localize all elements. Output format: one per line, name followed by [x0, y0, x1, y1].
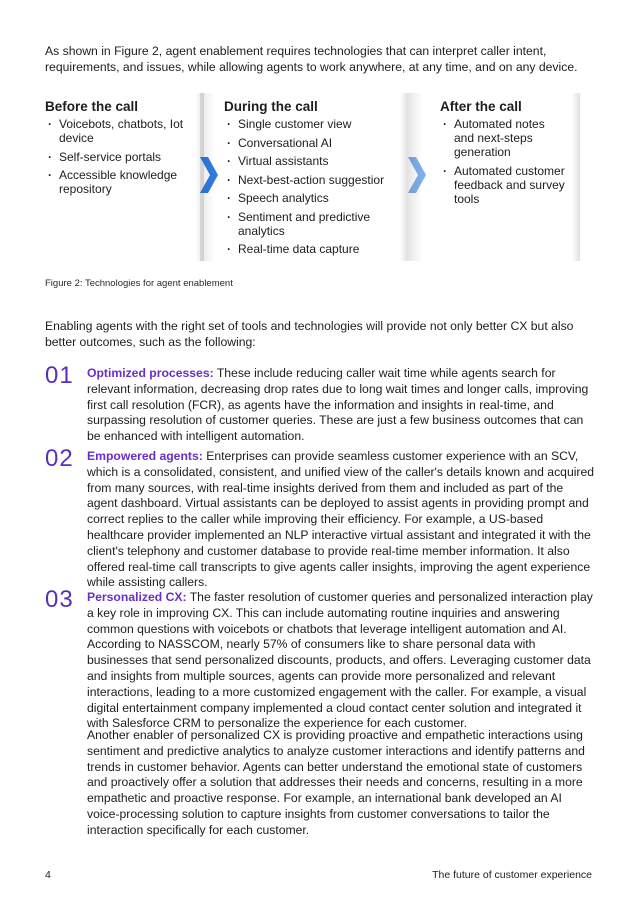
- column-before-call: [40, 93, 200, 261]
- column-divider: [200, 93, 214, 261]
- outcome-number: 03: [45, 586, 74, 613]
- page-number: 4: [45, 869, 51, 881]
- column-divider: [572, 93, 580, 261]
- outcome-label: Optimized processes:: [87, 366, 214, 380]
- column-divider: [408, 93, 422, 261]
- figure-caption: Figure 2: Technologies for agent enablement: [45, 278, 233, 289]
- list-item: · Self-service portals: [45, 150, 200, 164]
- column-during-call: [200, 93, 408, 261]
- outcome-label: Empowered agents:: [87, 449, 203, 463]
- outcome-body: [87, 449, 595, 591]
- column-after-call: [408, 93, 580, 261]
- outcome-text: These include reducing caller wait time while agents search for relevant information, decreasing drop rates due to long wait times and longer calls, improving first call resolution (FCR), as agents have the information and insights in real-time, and surpassing resolution of customer queries. These are just a few business outcomes that can be enhanced with intelligent automation.: [87, 366, 589, 444]
- figure-technologies: [40, 93, 600, 261]
- list-item: · Voicebots, chatbots, Iot device: [45, 117, 200, 145]
- list-item: · Speech analytics: [224, 191, 408, 205]
- outcome-number: 02: [45, 445, 74, 472]
- list-item: · Virtual assistants: [224, 154, 408, 168]
- list-item: · Conversational AI: [224, 136, 408, 150]
- column-title: During the call: [224, 99, 318, 114]
- list-item: · Automated customer feedback and survey tools: [440, 164, 565, 206]
- outcome-body: [87, 590, 595, 732]
- list-item: · Sentiment and predictive analytics: [224, 210, 388, 238]
- outcome-text: The faster resolution of customer queries and personalized interaction play a key role in improving CX. This can include automating routine inquiries and answering common questions with voicebots or chatbots that leverage intelligent automation and AI. According to NASSCOM, nearly 57% of consumers like to share personal data with businesses that send personalized discounts, products, and offers. Leveraging customer data and insights from multiple sources, agents can provide more personalized and relevant interactions, leading to a more customized engagement with the caller. For example, a visual digital entertainment company implemented a cloud contact center solution and integrated it with Salesforce CRM to personalize the experience for each customer.: [87, 590, 593, 731]
- outcome-body: [87, 366, 595, 445]
- list-item: · Accessible knowledge repository: [45, 168, 200, 196]
- outcome-number: 01: [45, 362, 74, 389]
- list-item: · Next-best-action suggestior: [224, 173, 398, 187]
- column-title: Before the call: [45, 99, 139, 114]
- list-item: · Automated notes and next-steps generation: [440, 117, 565, 159]
- footer-title: The future of customer experience: [432, 869, 592, 881]
- closing-paragraph: Another enabler of personalized CX is providing proactive and empathetic interactions using sentiment and predictive analytics to analyze customer interactions and identify patterns and trends in customer behavior. Agents can better understand the emotional state of customers and proactively offer a solution that addresses their needs and concerns, resulting in a more empathetic and proactive response. For example, an international bank developed an AI voice-processing solution to capture insights from customer conversations to tailor the interaction specifically for each customer.: [87, 728, 585, 837]
- intro-paragraph: As shown in Figure 2, agent enablement requires technologies that can interpret caller intent, requirements, and issues, while allowing agents to work anywhere, at any time, and on any device.: [45, 44, 578, 74]
- column-title: After the call: [440, 99, 522, 114]
- list-item: · Single customer view: [224, 117, 408, 131]
- list-item: · Real-time data capture: [224, 242, 408, 256]
- outcome-label: Personalized CX:: [87, 590, 187, 604]
- outcome-text: Enterprises can provide seamless customer experience with an SCV, which is a consolidated, consistent, and unified view of the caller's details known and acquired from many sources, with real-time insights derived from them and included as part of the agent dashboard. Virtual assistants can be deployed to assist agents in providing prompt and correct replies to the caller while improving their efficiency. For example, a US-based healthcare provider implemented an NLP interactive virtual assistant and integrated it with the client's telephony and customer database to provide real-time member information. It also offered real-time call transcripts to give agents caller insights, improving the agent experience while assisting callers.: [87, 449, 595, 590]
- lead-paragraph: Enabling agents with the right set of tools and technologies will provide not only better CX but also better outcomes, such as the following:: [45, 319, 574, 349]
